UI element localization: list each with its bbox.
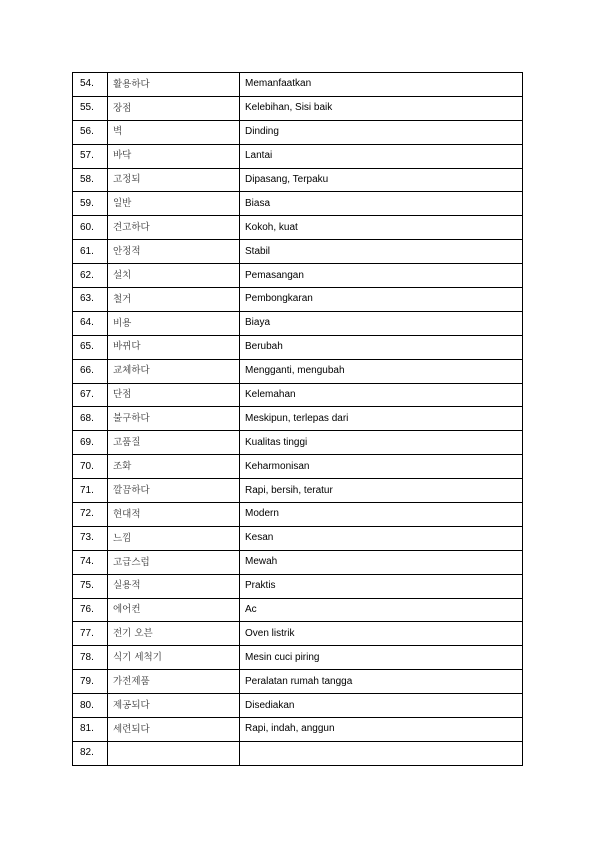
indonesian-translation: Mesin cuci piring [240,646,523,670]
row-number: 77. [73,622,108,646]
korean-word: 식기 세척기 [108,646,240,670]
korean-word: 고품질 [108,431,240,455]
row-number: 61. [73,240,108,264]
table-row [73,383,523,407]
korean-word: 장점 [108,96,240,120]
indonesian-translation [240,741,523,765]
table-row [73,359,523,383]
indonesian-translation: Kesan [240,526,523,550]
indonesian-translation: Kokoh, kuat [240,216,523,240]
indonesian-translation: Rapi, bersih, teratur [240,479,523,503]
korean-word: 느낌 [108,526,240,550]
korean-word: 제공되다 [108,694,240,718]
indonesian-translation: Ac [240,598,523,622]
korean-word: 교체하다 [108,359,240,383]
row-number: 54. [73,73,108,97]
table-row [73,694,523,718]
korean-word: 활용하다 [108,73,240,97]
korean-word: 조화 [108,455,240,479]
table-row [73,168,523,192]
indonesian-translation: Kelemahan [240,383,523,407]
indonesian-translation: Keharmonisan [240,455,523,479]
korean-word: 단점 [108,383,240,407]
korean-word: 불구하다 [108,407,240,431]
row-number: 64. [73,311,108,335]
row-number: 80. [73,694,108,718]
indonesian-translation: Peralatan rumah tangga [240,670,523,694]
korean-word: 안정적 [108,240,240,264]
korean-word: 비용 [108,311,240,335]
table-row [73,216,523,240]
table-row [73,311,523,335]
row-number: 67. [73,383,108,407]
table-row [73,598,523,622]
table-row [73,718,523,742]
row-number: 70. [73,455,108,479]
indonesian-translation: Kualitas tinggi [240,431,523,455]
korean-word: 고정되 [108,168,240,192]
table-row [73,96,523,120]
table-row [73,288,523,312]
indonesian-translation: Memanfaatkan [240,73,523,97]
indonesian-translation: Praktis [240,574,523,598]
row-number: 56. [73,120,108,144]
korean-word: 일반 [108,192,240,216]
korean-word: 바뀌다 [108,335,240,359]
korean-word: 실용적 [108,574,240,598]
row-number: 55. [73,96,108,120]
indonesian-translation: Biaya [240,311,523,335]
row-number: 79. [73,670,108,694]
korean-word: 바닥 [108,144,240,168]
korean-word: 벽 [108,120,240,144]
table-row [73,240,523,264]
table-row [73,550,523,574]
table-row [73,526,523,550]
row-number: 78. [73,646,108,670]
row-number: 59. [73,192,108,216]
row-number: 69. [73,431,108,455]
table-row [73,503,523,527]
indonesian-translation: Mengganti, mengubah [240,359,523,383]
row-number: 71. [73,479,108,503]
row-number: 82. [73,741,108,765]
indonesian-translation: Kelebihan, Sisi baik [240,96,523,120]
indonesian-translation: Meskipun, terlepas dari [240,407,523,431]
table-row [73,455,523,479]
table-row [73,264,523,288]
row-number: 75. [73,574,108,598]
korean-word: 현대적 [108,503,240,527]
vocabulary-table-body [73,73,523,766]
row-number: 76. [73,598,108,622]
table-row [73,335,523,359]
indonesian-translation: Disediakan [240,694,523,718]
table-row [73,646,523,670]
table-row [73,120,523,144]
indonesian-translation: Stabil [240,240,523,264]
row-number: 81. [73,718,108,742]
indonesian-translation: Pemasangan [240,264,523,288]
korean-word: 전기 오븐 [108,622,240,646]
table-row [73,431,523,455]
table-row [73,622,523,646]
indonesian-translation: Oven listrik [240,622,523,646]
row-number: 60. [73,216,108,240]
table-row [73,479,523,503]
indonesian-translation: Dinding [240,120,523,144]
row-number: 57. [73,144,108,168]
korean-word: 가전제품 [108,670,240,694]
row-number: 74. [73,550,108,574]
row-number: 66. [73,359,108,383]
korean-word: 견고하다 [108,216,240,240]
korean-word: 세련되다 [108,718,240,742]
row-number: 72. [73,503,108,527]
indonesian-translation: Pembongkaran [240,288,523,312]
korean-word: 에어컨 [108,598,240,622]
table-row [73,407,523,431]
row-number: 73. [73,526,108,550]
korean-word: 설치 [108,264,240,288]
row-number: 58. [73,168,108,192]
vocabulary-table [72,72,523,766]
indonesian-translation: Mewah [240,550,523,574]
table-row [73,574,523,598]
table-row [73,144,523,168]
indonesian-translation: Rapi, indah, anggun [240,718,523,742]
indonesian-translation: Lantai [240,144,523,168]
table-row [73,192,523,216]
row-number: 65. [73,335,108,359]
indonesian-translation: Berubah [240,335,523,359]
indonesian-translation: Modern [240,503,523,527]
indonesian-translation: Dipasang, Terpaku [240,168,523,192]
indonesian-translation: Biasa [240,192,523,216]
table-row [73,73,523,97]
table-row [73,741,523,765]
row-number: 63. [73,288,108,312]
korean-word [108,741,240,765]
row-number: 68. [73,407,108,431]
table-row [73,670,523,694]
row-number: 62. [73,264,108,288]
korean-word: 깔끔하다 [108,479,240,503]
korean-word: 고급스럽 [108,550,240,574]
korean-word: 철거 [108,288,240,312]
